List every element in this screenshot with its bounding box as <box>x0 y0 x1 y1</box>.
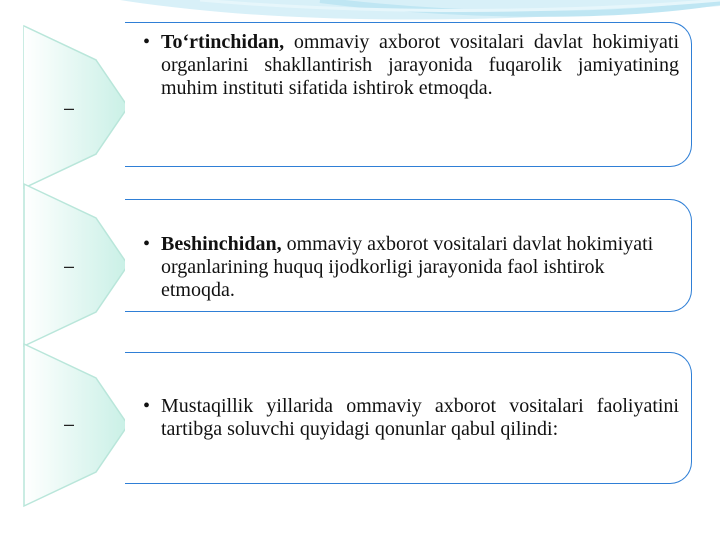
bullet-1: • <box>143 31 151 53</box>
chevron-step-3-label: – <box>64 414 75 434</box>
text-box-1-lead: To‘rtinchidan, <box>161 31 285 53</box>
text-box-3-body: Mustaqillik yillarida ommaviy axborot vositalari faoliyatini tartibga soluvchi quyidagi qonunlar qabul qilindi: <box>161 395 679 440</box>
chevron-step-2-label: – <box>64 256 75 276</box>
text-box-3 <box>125 352 692 484</box>
text-box-1 <box>125 22 692 167</box>
text-box-3-paragraph <box>155 395 679 441</box>
bullet-2: • <box>143 233 151 255</box>
text-box-2-lead: Beshinchidan, <box>161 233 282 255</box>
text-box-2-paragraph <box>155 233 679 302</box>
text-box-1-body: ommaviy axborot vositalari davlat hokimiyati organlarini shakllantirish jarayonida fuqarolik jamiyatining muhim instituti sifatida ishtirok etmoqda. <box>161 31 680 99</box>
text-box-1-paragraph <box>155 31 679 100</box>
chevron-step-1-label: – <box>64 98 75 118</box>
text-box-2 <box>125 199 692 312</box>
bullet-3: • <box>143 395 151 417</box>
text-box-2-body: ommaviy axborot vositalari davlat hokimiyati organlarining huquq ijodkorligi jarayonida faol ishtirok etmoqda. <box>161 233 654 301</box>
